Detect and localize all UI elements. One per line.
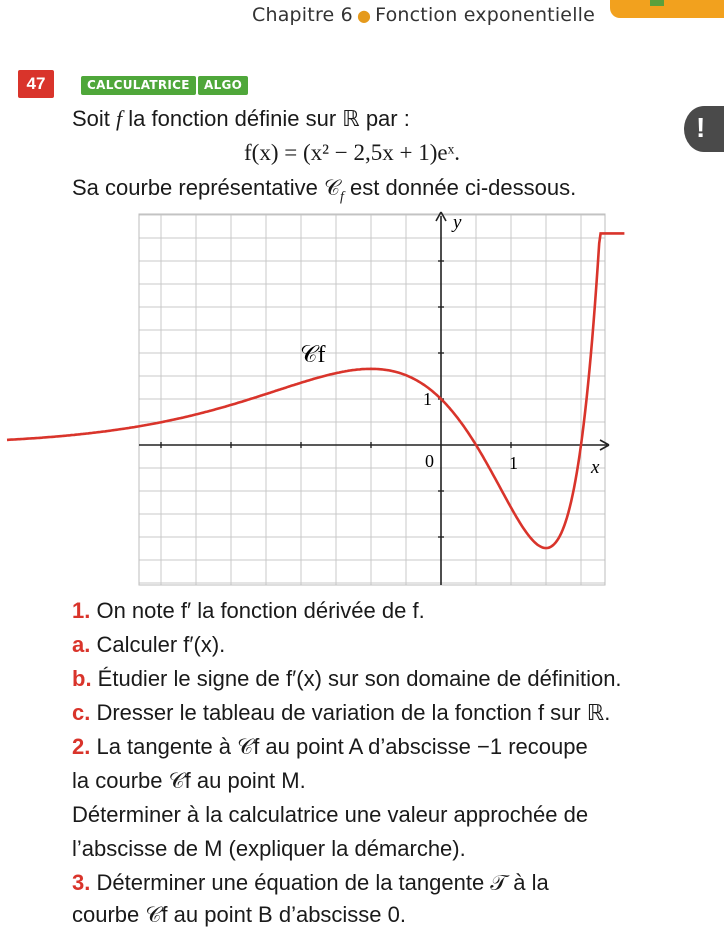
question-3-number: 3. <box>72 870 91 895</box>
origin-label: 0 <box>425 451 434 471</box>
chapter-number: Chapitre 6 <box>252 4 353 26</box>
function-name: f <box>116 106 123 131</box>
question-2-line-4: l’abscisse de M (expliquer la démarche). <box>72 836 466 861</box>
x-axis-label: x <box>591 457 600 478</box>
question-1a-text: Calculer f′(x). <box>90 632 226 657</box>
question-1a <box>72 632 225 658</box>
chapter-title: Fonction exponentielle <box>375 4 596 26</box>
question-3-text: Déterminer une équation de la tangente 𝒯 à la <box>90 870 549 895</box>
x-one-label: 1 <box>509 453 518 473</box>
badge-calculatrice: CALCULATRICE <box>81 76 196 95</box>
intro-text: Soit <box>72 106 117 131</box>
question-3 <box>72 870 549 896</box>
question-1 <box>72 598 425 624</box>
intro-text: est donnée ci-dessous. <box>343 175 577 200</box>
badge-algo: ALGO <box>198 76 248 95</box>
question-1b-text: Étudier le signe de f′(x) sur son domaine de définition. <box>91 666 622 691</box>
curve-subscript: f <box>339 189 344 205</box>
y-one-label: 1 <box>423 389 432 409</box>
y-axis-label: y <box>453 212 462 233</box>
question-2-text: La tangente à 𝒞f au point A d’abscisse −1 recoupe <box>90 734 588 759</box>
intro-text: la fonction définie sur ℝ par : <box>122 106 410 131</box>
intro-text: Sa courbe représentative <box>72 175 324 200</box>
warning-symbol: ! <box>696 112 706 143</box>
question-1b-letter: b. <box>72 666 92 691</box>
question-1-text: On note f′ la fonction dérivée de f. <box>90 598 425 623</box>
question-3-line-2: courbe 𝒞f au point B d’abscisse 0. <box>72 902 407 927</box>
function-formula: f(x) = (x² − 2,5x + 1)eˣ. <box>244 140 460 165</box>
question-2-line-3: Déterminer à la calculatrice une valeur approchée de <box>72 802 589 827</box>
question-2 <box>72 734 588 760</box>
question-1b <box>72 666 622 692</box>
question-1c-letter: c. <box>72 700 91 725</box>
question-2-line-2: la courbe 𝒞f au point M. <box>72 768 306 793</box>
question-2-number: 2. <box>72 734 91 759</box>
question-1a-letter: a. <box>72 632 91 657</box>
exercise-number: 47 <box>18 70 54 98</box>
curve-symbol: 𝒞 <box>323 175 340 200</box>
question-1-number: 1. <box>72 598 91 623</box>
chapter-separator: ● <box>356 6 372 25</box>
curve-label: 𝒞f <box>300 342 326 368</box>
question-1c <box>72 700 610 726</box>
question-1c-text: Dresser le tableau de variation de la fonction f sur ℝ. <box>90 700 611 725</box>
